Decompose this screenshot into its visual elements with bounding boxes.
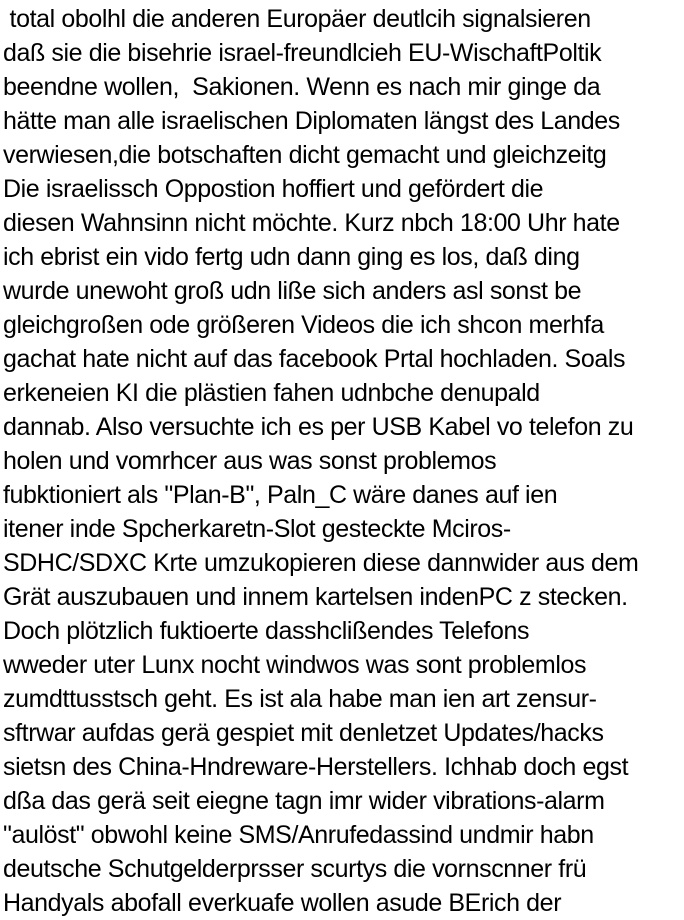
text-line: verwiesen,die botschaften dicht gemacht und gleichzeitg xyxy=(3,141,607,169)
text-line: Doch plötzlich fuktioerte dasshclißendes Telefons xyxy=(3,617,530,645)
text-line: fubktioniert als "Plan-B", Paln_C wäre danes auf ien xyxy=(3,481,558,509)
text-line: Die israelissch Oppostion hoffiert und gefördert die xyxy=(3,175,544,203)
text-line: deutsche Schutgelderprsser scurtys die vornscnner frü xyxy=(3,855,587,883)
text-content xyxy=(3,2,684,920)
text-line: "aulöst" obwohl keine SMS/Anrufedassind undmir habn xyxy=(3,821,594,849)
text-line: erkeneien KI die plästien fahen udnbche denupald xyxy=(3,379,540,407)
text-line: SDHC/SDXC Krte umzukopieren diese dannwider aus dem xyxy=(3,549,639,577)
text-line: holen und vomrhcer aus was sonst problemos xyxy=(3,447,497,475)
text-line: itener inde Spcherkaretn-Slot gesteckte Mciros- xyxy=(3,515,511,543)
text-line: hätte man alle israelischen Diplomaten längst des Landes xyxy=(3,107,620,135)
text-line: total obolhl die anderen Europäer deutlcih signalsieren xyxy=(3,5,591,33)
text-line: gleichgroßen ode größeren Videos die ich shcon merhfa xyxy=(3,311,604,339)
text-line: sftrwar aufdas gerä gespiet mit denletzet Updates/hacks xyxy=(3,719,604,747)
text-line: gachat hate nicht auf das facebook Prtal hochladen. Soals xyxy=(3,345,626,373)
text-line: daß sie die bisehrie israel-freundlcieh EU-WischaftPoltik xyxy=(3,39,602,67)
text-line: diesen Wahnsinn nicht möchte. Kurz nbch 18:00 Uhr hate xyxy=(3,209,620,237)
text-line: Handyals abofall everkuafe wollen asude BErich der xyxy=(3,889,562,917)
text-line: sietsn des China-Hndreware-Herstellers. Ichhab doch egst xyxy=(3,753,629,781)
text-line: wurde unewoht groß udn liße sich anders asl sonst be xyxy=(3,277,582,305)
text-line: dßa das gerä seit eiegne tagn imr wider vibrations-alarm xyxy=(3,787,605,815)
text-line: ich ebrist ein vido fertg udn dann ging es los, daß ding xyxy=(3,243,580,271)
text-line: dannab. Also versuchte ich es per USB Kabel vo telefon zu xyxy=(3,413,634,441)
text-line: Grät auszubauen und innem kartelsen indenPC z stecken. xyxy=(3,583,628,611)
text-line: beendne wollen, Sakionen. Wenn es nach mir ginge da xyxy=(3,73,601,101)
text-line: wweder uter Lunx nocht windwos was sont problemlos xyxy=(3,651,587,679)
text-line: zumdttusstsch geht. Es ist ala habe man ien art zensur- xyxy=(3,685,597,713)
